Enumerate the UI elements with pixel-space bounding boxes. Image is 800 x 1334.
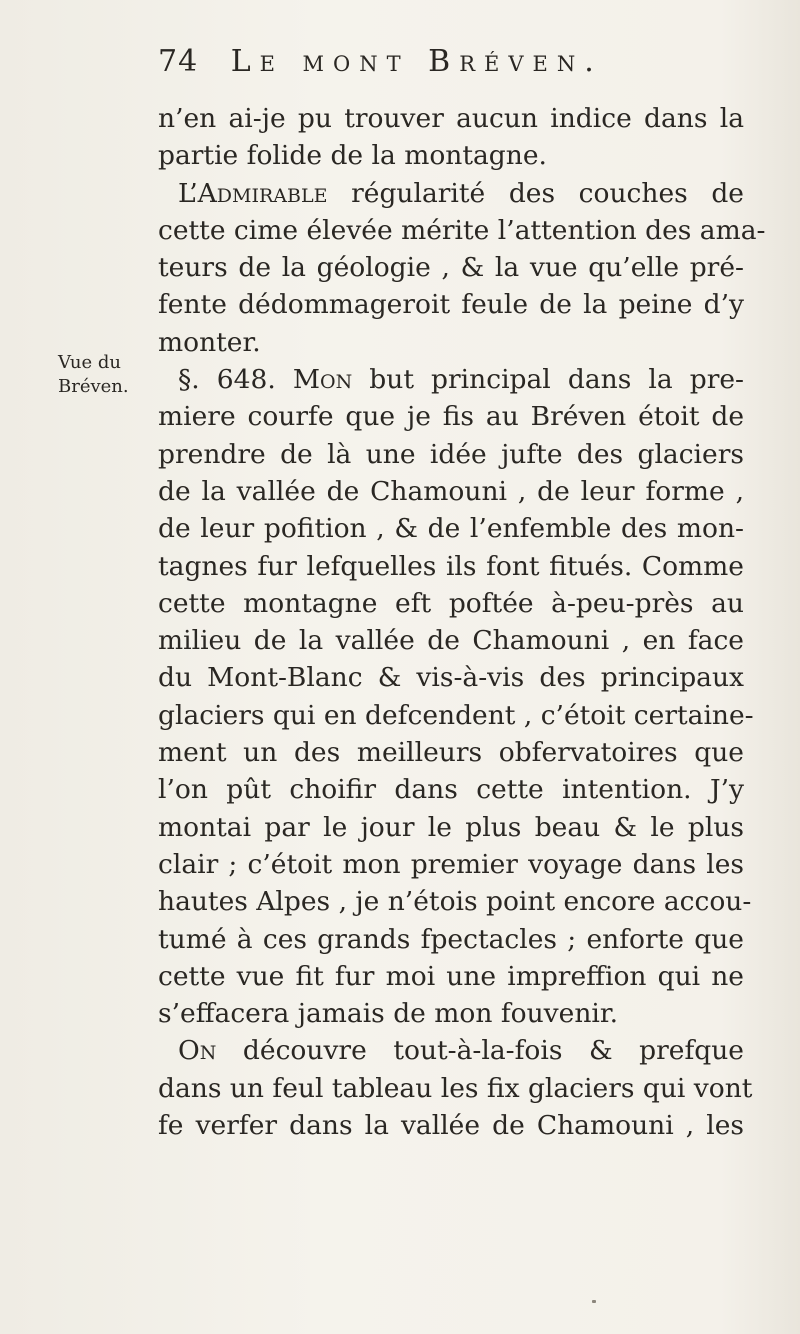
text-line: du Mont-Blanc & vis-à-vis des principaux: [158, 662, 744, 694]
text-fragment: régularité des couches de: [327, 177, 744, 209]
text-line: glaciers qui en defcendent , c’étoit certaine-: [158, 699, 754, 731]
text-line: teurs de la géologie , & la vue qu’elle pré-: [158, 252, 744, 284]
paragraph-first-line: [158, 175, 744, 212]
text-line: prendre de là une idée jufte des glaciers: [158, 438, 744, 470]
text-line: miere courfe que je fis au Bréven étoit de: [158, 401, 744, 433]
text-line: ment un des meilleurs obfervatoires que: [158, 737, 744, 769]
text-line: s’effacera jamais de mon fouvenir.: [158, 998, 619, 1030]
body-text: [158, 100, 766, 1144]
paragraph-first-line: [158, 1032, 744, 1069]
text-line: partie folide de la montagne.: [158, 140, 547, 172]
text-line: dans un feul tableau les fix glaciers qui vont: [158, 1072, 753, 1104]
text-line: de leur pofition , & de l’enfemble des mon-: [158, 513, 744, 545]
paragraph-lead: L’Admirable: [178, 177, 328, 209]
text-line: n’en ai-je pu trouver aucun indice dans la: [158, 103, 744, 134]
running-header: [158, 44, 718, 84]
text-line: hautes Alpes , je n’étois point encore accou-: [158, 886, 752, 918]
text-line: fente dédommageroit feule de la peine d’y: [158, 289, 744, 321]
text-line: tumé à ces grands fpectacles ; enforte que: [158, 923, 744, 955]
text-line: montai par le jour le plus beau & le plus: [158, 811, 744, 843]
text-line: milieu de la vallée de Chamouni , en face: [158, 625, 744, 657]
text-line: fe verfer dans la vallée de Chamouni , les: [158, 1110, 744, 1142]
margin-note-line: Vue du: [58, 352, 121, 373]
text-line: l’on pût choifir dans cette intention. J’y: [158, 774, 744, 806]
text-line: monter.: [158, 326, 261, 358]
text-fragment: but principal dans la pre-: [352, 364, 744, 396]
text-fragment: découvre tout-à-la-fois & prefque: [216, 1035, 744, 1067]
section-number: §. 648.: [178, 364, 276, 396]
text-line: cette cime élevée mérite l’attention des ama-: [158, 214, 766, 246]
page-number: 74: [158, 44, 199, 79]
text-line: clair ; c’étoit mon premier voyage dans les: [158, 848, 744, 880]
paragraph-first-line: [158, 361, 744, 398]
paper-speck: [592, 1300, 596, 1303]
text-line: tagnes fur lefquelles ils font fitués. Comme: [158, 550, 744, 582]
text-line: cette vue fit fur moi une impreffion qui ne: [158, 960, 744, 992]
paragraph-lead: On: [178, 1035, 217, 1067]
paragraph-lead: Mon: [292, 364, 353, 396]
text-line: cette montagne eft poftée à-peu-près au: [158, 587, 744, 619]
margin-note-line: Bréven.: [58, 376, 129, 397]
running-title: Le mont Bréven.: [230, 44, 603, 79]
margin-note: [58, 351, 150, 399]
text-line: de la vallée de Chamouni , de leur forme ,: [158, 475, 744, 507]
